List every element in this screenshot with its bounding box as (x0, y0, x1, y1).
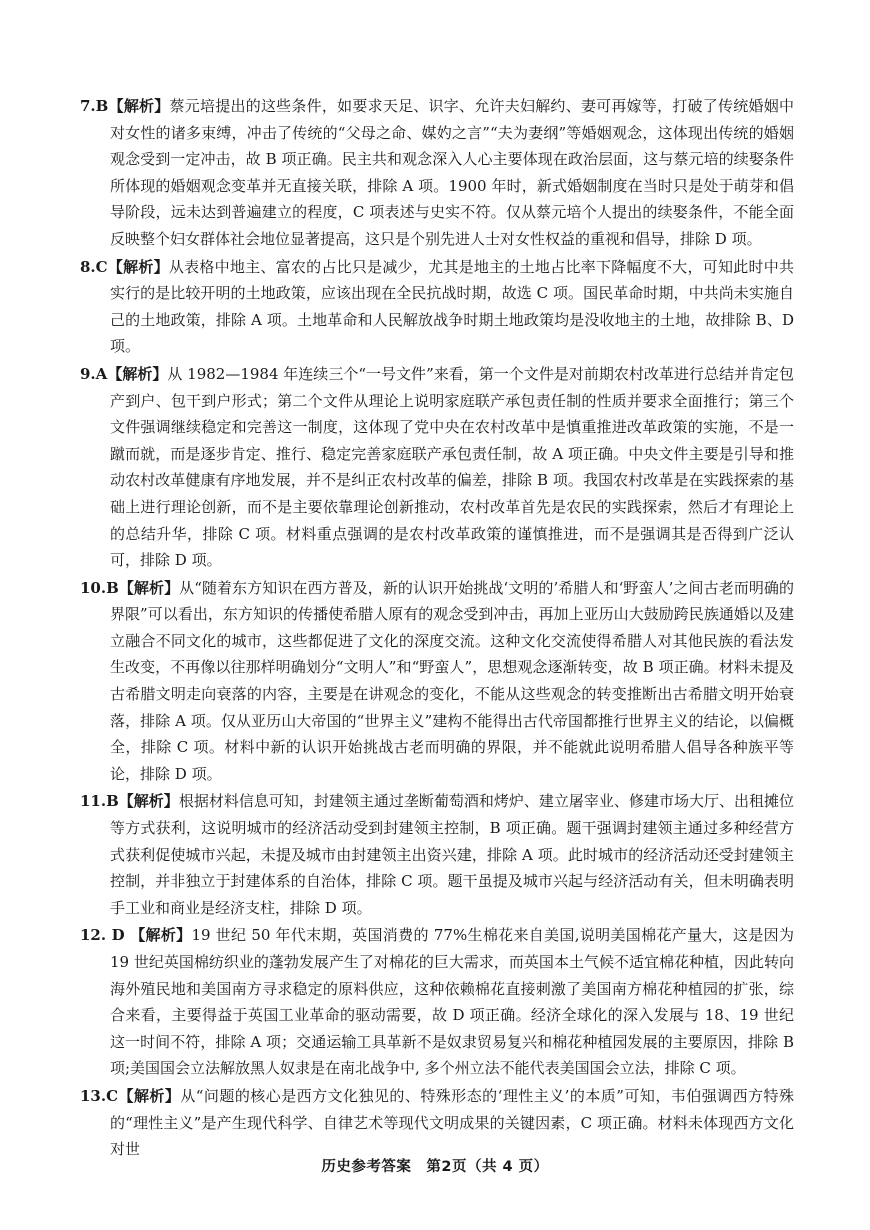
analysis-tag: 【解析】 (118, 578, 180, 597)
answer-item-13 (80, 1083, 794, 1163)
analysis-tag: 【解析】 (118, 1086, 181, 1105)
analysis-tag: 【解析】 (108, 97, 170, 115)
answer-item-11 (80, 788, 794, 921)
page-footer: 历史参考答案 第2页（共 4 页） (321, 1159, 549, 1175)
question-number: 9.A (80, 364, 108, 383)
answer-list (80, 93, 794, 1164)
analysis-text: 从表格中地主、富农的占比只是减少，尤其是地主的土地占比率下降幅度不大，可知此时中共实行的是比较开明的土地政策，应该出现在全民抗战时期，故选 C 项。国民革命时期，中共尚未实施自己的土地政策，排除 A 项。土地革命和人民解放战争时期土地政策均是没收地主的土地，故排除 B、D 项。 (110, 257, 794, 356)
analysis-text: 从“问题的核心是西方文化独见的、特殊形态的‘理性主义’的本质”可知，韦伯强调西方特殊的“理性主义”是产生现代科学、自律艺术等现代文明成果的关键因素，C 项正确。材料未体现西方文化对世 (110, 1086, 794, 1159)
analysis-tag: 【解析】 (107, 257, 169, 276)
analysis-text: 根据材料信息可知，封建领主通过垄断葡萄酒和烤炉、建立屠宰业、修建市场大厅、出租摊位等方式获利，这说明城市的经济活动受到封建领主控制，B 项正确。题干强调封建领主通过多种经营方式获利促使城市兴起，未提及城市由封建领主出资兴建，排除 A 项。此时城市的经济活动还受封建领主控制，并非独立于封建体系的自治体，排除 C 项。题干虽提及城市兴起与经济活动有关，但未明确表明手工业和商业是经济支柱，排除 D 项。 (110, 792, 794, 917)
question-number: 7.B (80, 97, 109, 115)
answer-item-12 (80, 922, 794, 1082)
answer-item-8 (80, 254, 794, 360)
analysis-text: 蔡元培提出的这些条件，如要求天足、识字、允许夫妇解约、妻可再嫁等，打破了传统婚姻中对女性的诸多束缚，冲击了传统的“父母之命、媒妁之言”“夫为妻纲”等婚姻观念，这体现出传统的婚姻观念受到一定冲击，故 B 项正确。民主共和观念深入人心主要体现在政治层面，这与蔡元培的续娶条件所体现的婚姻观念变革并无直接关联，排除 A 项。1900 年时，新式婚姻制度在当时只是处于萌芽和倡导阶段，远未达到普遍建立的程度，C 项表述与史实不符。仅从蔡元培个人提出的续娶条件，不能全面反映整个妇女群体社会地位显著提高，这只是个别先进人士对女性权益的重视和倡导，排除 D 项。 (110, 97, 794, 248)
analysis-text: 从“随着东方知识在西方普及，新的认识开始挑战‘文明的’希腊人和‘野蛮人’之间古老而明确的界限”可以看出，东方知识的传播使希腊人原有的观念受到冲击，再加上亚历山大鼓励跨民族通婚以及建立融合不同文化的城市，这些都促进了文化的深度交流。这种文化交流使得希腊人对其他民族的看法发生改变，不再像以往那样明确划分“文明人”和“野蛮人”，思想观念逐渐转变，故 B 项正确。材料未提及古希腊文明走向衰落的内容，主要是在讲观念的变化，不能从这些观念的转变推断出古希腊文明开始衰落，排除 A 项。仅从亚历山大帝国的“世界主义”建构不能得出古代帝国都推行世界主义的结论，以偏概全，排除 C 项。材料中新的认识开始挑战古老而明确的界限，并不能就此说明希腊人倡导各种族平等论，排除 D 项。 (110, 578, 794, 783)
answer-item-9 (80, 361, 794, 574)
answer-item-7 (80, 93, 794, 253)
analysis-tag: 【解析】 (124, 926, 192, 945)
question-number: 12. D (80, 926, 125, 945)
analysis-text: 19 世纪 50 年代末期，英国消费的 77%生棉花来自美国,说明美国棉花产量大，这是因为 19 世纪英国棉纺织业的蓬勃发展产生了对棉花的巨大需求，而英国本土气候不适宜棉花种植，因此转向海外殖民地和美国南方寻求稳定的原料供应，这种依赖棉花直接刺激了美国南方棉花种植园的扩张，综合来看，主要得益于英国工业革命的驱动需要，故 D 项正确。经济全球化的深入发展与 18、19 世纪这一时间不符，排除 A 项；交通运输工具革新不是奴隶贸易复兴和棉花种植园发展的主要原因，排除 B 项;美国国会立法解放黑人奴隶是在南北战争中, 多个州立法不能代表美国国会立法，排除 C 项。 (110, 926, 795, 1078)
analysis-tag: 【解析】 (107, 364, 168, 383)
question-number: 10.B (80, 578, 119, 597)
answer-item-10 (80, 575, 794, 788)
analysis-tag: 【解析】 (118, 792, 179, 811)
question-number: 8.C (80, 257, 108, 276)
analysis-text: 从 1982—1984 年连续三个“一号文件”来看，第一个文件是对前期农村改革进行总结并肯定包产到户、包干到户形式；第二个文件从理论上说明家庭联产承包责任制的性质并要求全面推行；第三个文件强调继续稳定和完善这一制度，这体现了党中央在农村改革中是慎重推进改革政策的实施，不是一蹴而就，而是逐步肯定、推行、稳定完善家庭联产承包责任制，故 A 项正确。中央文件主要是引导和推动农村改革健康有序地发展，并不是纠正农村改革的偏差，排除 B 项。我国农村改革是在实践探索的基础上进行理论创新，而不是主要依靠理论创新推动，农村改革首先是农民的实践探索，然后才有理论上的总结升华，排除 C 项。材料重点强调的是农村改革政策的谨慎推进，而不是强调其是否得到广泛认可，排除 D 项。 (110, 364, 794, 570)
question-number: 13.C (80, 1086, 119, 1105)
question-number: 11.B (80, 792, 119, 811)
